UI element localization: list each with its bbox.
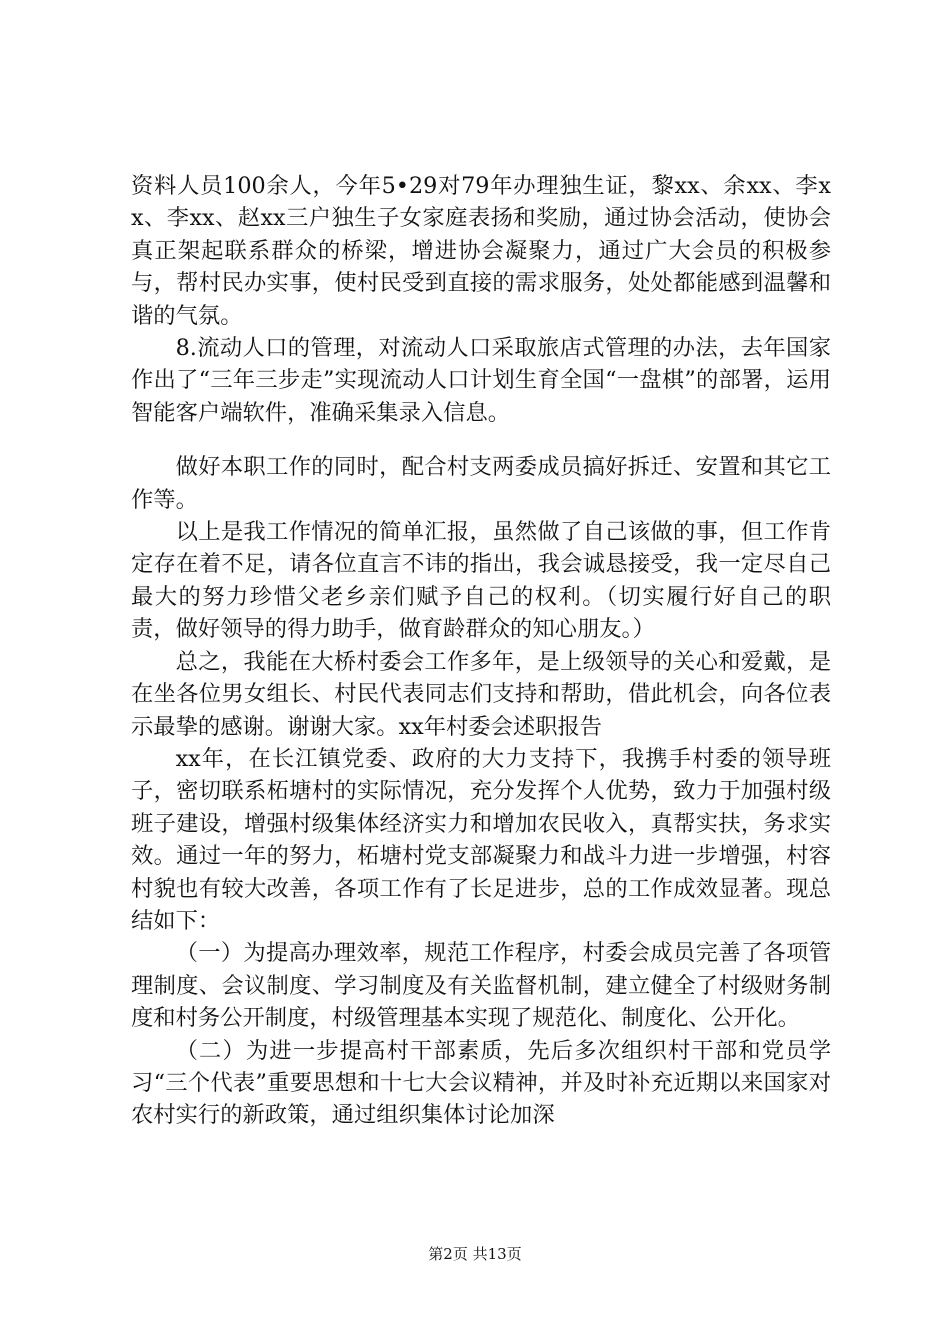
page-number: 第2页 共13页 — [428, 1245, 522, 1263]
paragraph-cooperation: 做好本职工作的同时，配合村支两委成员搞好拆迁、安置和其它工作等。 — [131, 454, 831, 513]
paragraph-family-planning-association: 资料人员100余人，今年5•29对79年办理独生证，黎xx、余xx、李xx、李xx、赵xx三户独生子女家庭表扬和奖励，通过协会活动，使协会真正架起联系群众的桥梁，增进协会凝聚力，通过广大会员的积极参与，帮村民办实事，使村民受到直接的需求服务，处处都能感到温馨和谐的气氛。 — [131, 173, 831, 329]
page-footer — [0, 1244, 950, 1264]
paragraph-annual-overview: xx年，在长江镇党委、政府的大力支持下，我携手村委的领导班子，密切联系柘塘村的实际情况，充分发挥个人优势，致力于加强村级班子建设，增强村级集体经济实力和增加农民收入，真帮实扶，务求实效。通过一年的努力，柘塘村党支部凝聚力和战斗力进一步增强，村容村貌也有较大改善，各项工作有了长足进步，总的工作成效显著。现总结如下： — [131, 745, 831, 934]
paragraph-section-two: （二）为进一步提高村干部素质，先后多次组织村干部和党员学习“三个代表”重要思想和十七大会议精神，并及时补充近期以来国家对农村实行的新政策，通过组织集体讨论加深 — [131, 1037, 831, 1129]
paragraph-floating-population: 8.流动人口的管理，对流动人口采取旅店式管理的办法，去年国家作出了“三年三步走”实现流动人口计划生育全国“一盘棋”的部署，运用智能客户端软件，准确采集录入信息。 — [131, 335, 831, 426]
paragraph-conclusion: 总之，我能在大桥村委会工作多年，是上级领导的关心和爱戴，是在坐各位男女组长、村民代表同志们支持和帮助，借此机会，向各位表示最挚的感谢。谢谢大家。xx年村委会述职报告 — [131, 648, 831, 740]
paragraph-section-one: （一）为提高办理效率，规范工作程序，村委会成员完善了各项管理制度、会议制度、学习制度及有关监督机制，建立健全了村级财务制度和村务公开制度，村级管理基本实现了规范化、制度化、公开化。 — [131, 940, 831, 1032]
document-body — [131, 170, 831, 1132]
paragraph-summary-report: 以上是我工作情况的简单汇报，虽然做了自己该做的事，但工作肯定存在着不足，请各位直言不讳的指出，我会诚恳接受，我一定尽自己最大的努力珍惜父老乡亲们赋予自己的权利。（切实履行好自己的职责，做好领导的得力助手，做育龄群众的知心朋友。） — [131, 519, 831, 643]
